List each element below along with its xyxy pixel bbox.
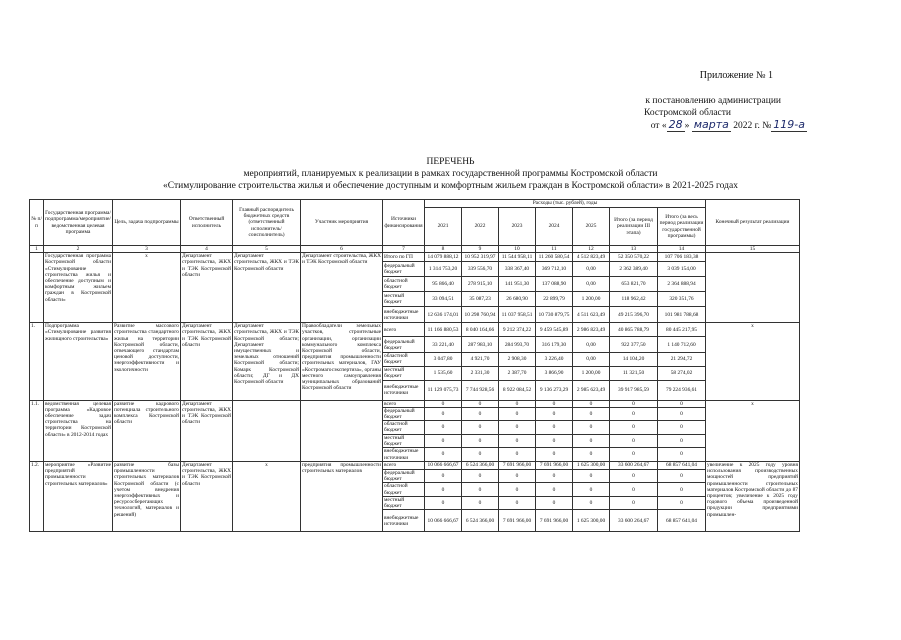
goal-text: Развитие массового строительства стандартного жилья на территории Костромской области, отвечающего стандартам ценовой доступности, энергоэффективности и экологичности <box>113 323 181 400</box>
amount-cell: 0 <box>462 496 499 509</box>
amount-cell: 4 921,70 <box>462 353 499 366</box>
amount-cell: 11 166 880,53 <box>425 323 462 337</box>
amount-cell: 0 <box>499 421 536 434</box>
appendix-label: Приложение № 1 <box>699 70 773 81</box>
title-line-3: «Стимулирование строительства жилья и обеспечение доступным и комфортным жильем граждан в Костромской области» в 2021-2025 годах <box>163 181 738 191</box>
region-line: Костромской области <box>644 108 731 118</box>
funding-source: федеральный бюджет <box>383 470 425 483</box>
amount-cell: 7 691 966,00 <box>536 510 573 532</box>
amount-cell: 0 <box>425 470 462 483</box>
amount-cell: 9 459 545,89 <box>536 323 573 337</box>
amount-cell: 33 600 264,67 <box>610 510 658 532</box>
amount-cell: 1 535,60 <box>425 366 462 380</box>
col-num-header: № п/п <box>30 200 44 246</box>
amount-cell: 0 <box>536 448 573 462</box>
amount-cell: 339 556,70 <box>462 262 499 277</box>
amount-cell: 68 857 641,04 <box>658 510 706 532</box>
amount-cell: 10 730 879,75 <box>536 307 573 323</box>
funding-source: областной бюджет <box>383 421 425 434</box>
amount-cell: 12 636 174,01 <box>425 307 462 323</box>
amount-cell: 0 <box>462 434 499 447</box>
amount-cell: 0 <box>610 421 658 434</box>
goal-text: развитие базы промышленности строительных материалов Костромской области (с учетом внедрения энергоэффективных и ресурсосберегающих технологий, материалов и решений) <box>113 462 181 532</box>
amount-cell: 0 <box>425 483 462 496</box>
manager-text: Департамент строительства, ЖКХ и ТЭК Костромской области; Департамент имущественных и земельных отношений Костромской области; Комарк Костромской области; ДГ и ДХ Костромской области <box>233 323 301 400</box>
row-number <box>30 253 44 323</box>
funding-source: областной бюджет <box>383 353 425 366</box>
amount-cell: 101 981 788,68 <box>658 307 706 323</box>
decree-line: к постановлению администрации <box>645 96 781 106</box>
manager-text <box>233 400 301 461</box>
executor-text: Департамент строительства, ЖКХ и ТЭК Костромской области <box>181 253 233 323</box>
funding-source: федеральный бюджет <box>383 407 425 420</box>
col-result-header: Конечный результат реализации <box>706 200 800 246</box>
amount-cell: 284 993,70 <box>499 337 536 353</box>
amount-cell: 2 985 623,49 <box>573 380 610 400</box>
index-cell: 11 <box>536 246 573 253</box>
col-program-header: Государственная программа/подпрограмма/мероприятие/ведомственная целевая программа <box>44 200 113 246</box>
date-year: 2022 г. № <box>730 121 772 131</box>
row-number: 1. <box>30 323 44 400</box>
amount-cell: 1 140 712,60 <box>658 337 706 353</box>
index-cell: 14 <box>658 246 706 253</box>
amount-cell: 58 274,02 <box>658 366 706 380</box>
amount-cell: 2 362 389,40 <box>610 262 658 277</box>
decree-date-line <box>651 119 807 132</box>
amount-cell: 0 <box>462 470 499 483</box>
funding-source: федеральный бюджет <box>383 337 425 353</box>
index-cell: 5 <box>233 246 301 253</box>
funding-source: федеральный бюджет <box>383 262 425 277</box>
amount-cell: 141 951,30 <box>499 277 536 292</box>
amount-cell: 338 367,40 <box>499 262 536 277</box>
funding-source: местный бюджет <box>383 366 425 380</box>
final-result-text <box>706 253 800 323</box>
amount-cell: 49 215 396,70 <box>610 307 658 323</box>
amount-cell: 0 <box>573 434 610 447</box>
amount-cell: 33 221,40 <box>425 337 462 353</box>
document-title <box>0 156 901 192</box>
amount-cell: 0 <box>610 496 658 509</box>
amount-cell: 0 <box>536 400 573 407</box>
amount-cell: 0 <box>536 407 573 420</box>
row-number: 1.2. <box>30 462 44 532</box>
amount-cell: 0,00 <box>573 262 610 277</box>
amount-cell: 0 <box>499 448 536 462</box>
funding-source: областной бюджет <box>383 277 425 292</box>
table-row <box>30 400 800 407</box>
amount-cell: 0 <box>462 421 499 434</box>
amount-cell: 0 <box>425 400 462 407</box>
date-mid: » <box>684 121 692 131</box>
funding-source: местный бюджет <box>383 434 425 447</box>
amount-cell: 118 962,42 <box>610 292 658 307</box>
amount-cell: 68 857 641,04 <box>658 462 706 470</box>
funding-source: внебюджетные источники <box>383 380 425 400</box>
amount-cell: 9 212 374,22 <box>499 323 536 337</box>
amount-cell: 0 <box>573 407 610 420</box>
amount-cell: 0 <box>536 421 573 434</box>
amount-cell: 39 917 985,59 <box>610 380 658 400</box>
amount-cell: 0 <box>425 421 462 434</box>
amount-cell: 0 <box>499 483 536 496</box>
amount-cell: 95 866,40 <box>425 277 462 292</box>
amount-cell: 33 094,51 <box>425 292 462 307</box>
amount-cell: 6 524 366,00 <box>462 510 499 532</box>
amount-cell: 7 691 966,00 <box>499 462 536 470</box>
index-cell: 2 <box>44 246 113 253</box>
amount-cell: 7 744 928,56 <box>462 380 499 400</box>
funding-source: Итого по ГП <box>383 253 425 262</box>
amount-cell: 0 <box>462 448 499 462</box>
amount-cell: 52 350 570,22 <box>610 253 658 262</box>
index-cell: 8 <box>425 246 462 253</box>
amount-cell: 1 625 300,00 <box>573 462 610 470</box>
amount-cell: 11 321,50 <box>610 366 658 380</box>
amount-cell: 0 <box>658 496 706 509</box>
amount-cell: 0 <box>462 483 499 496</box>
date-day-handwritten: 28 <box>668 118 683 131</box>
index-cell: 4 <box>181 246 233 253</box>
executor-text: Департамент строительства, ЖКХ и ТЭК Костромской области <box>181 323 233 400</box>
amount-cell: 1 200,00 <box>573 292 610 307</box>
goal-text: развитие кадрового потенциала строительного комплекса Костромской области <box>113 400 181 461</box>
index-cell: 12 <box>573 246 610 253</box>
amount-cell: 0,00 <box>573 277 610 292</box>
index-cell: 6 <box>301 246 383 253</box>
col-goal-header: Цель, задача подпрограммы <box>113 200 181 246</box>
amount-cell: 2 387,70 <box>499 366 536 380</box>
amount-cell: 10 066 666,67 <box>425 462 462 470</box>
amount-cell: 22 899,79 <box>536 292 573 307</box>
amount-cell: 14 104,20 <box>610 353 658 366</box>
manager-text: х <box>233 462 301 532</box>
manager-text: Департамент строительства, ЖКХ и ТЭК Костромской области <box>233 253 301 323</box>
funding-source: областной бюджет <box>383 483 425 496</box>
participant-text <box>301 400 383 461</box>
col-expenses-header: Расходы (тыс. рублей), годы <box>425 200 706 208</box>
amount-cell: 10 952 319,97 <box>462 253 499 262</box>
table-body <box>30 253 800 532</box>
table-row <box>30 323 800 337</box>
final-result-text: х <box>706 323 800 400</box>
date-prefix: от « <box>650 121 667 131</box>
title-line-2: мероприятий, планируемых к реализации в рамках государственной программы Костромской области <box>243 169 658 179</box>
amount-cell: 35 087,23 <box>462 292 499 307</box>
participant-text: Правообладатели земельных участков, строительные организации, организации коммунального комплекса Костромской области, предприятия промышленности строительных материалов, ГАУ «Костромагосэкспертиза», органы местного самоуправления муниципальных образований Костромской области <box>301 323 383 400</box>
col-2022-header: 2022 <box>462 208 499 246</box>
amount-cell: 0 <box>536 470 573 483</box>
amount-cell: 3 226,40 <box>536 353 573 366</box>
amount-cell: 0 <box>610 407 658 420</box>
col-2021-header: 2021 <box>425 208 462 246</box>
amount-cell: 2 331,30 <box>462 366 499 380</box>
amount-cell: 0 <box>499 407 536 420</box>
amount-cell: 922 377,50 <box>610 337 658 353</box>
amount-cell: 0 <box>610 434 658 447</box>
amount-cell: 0 <box>462 407 499 420</box>
amount-cell: 14 079 888,12 <box>425 253 462 262</box>
amount-cell: 80 445 217,95 <box>658 323 706 337</box>
amount-cell: 0 <box>536 483 573 496</box>
amount-cell: 3 866,90 <box>536 366 573 380</box>
col-2023-header: 2023 <box>499 208 536 246</box>
amount-cell: 21 294,72 <box>658 353 706 366</box>
amount-cell: 0 <box>425 448 462 462</box>
amount-cell: 11 129 075,73 <box>425 380 462 400</box>
amount-cell: 107 706 183,38 <box>658 253 706 262</box>
index-cell: 3 <box>113 246 181 253</box>
amount-cell: 0 <box>573 400 610 407</box>
amount-cell: 0 <box>573 483 610 496</box>
amount-cell: 26 680,90 <box>499 292 536 307</box>
col-total-all-header: Итого (за весь период реализации государственной программы) <box>658 208 706 246</box>
amount-cell: 0 <box>658 470 706 483</box>
executor-text: Департамент строительства, ЖКХ и ТЭК Костромской области <box>181 400 233 461</box>
amount-cell: 11 037 958,51 <box>499 307 536 323</box>
index-cell: 10 <box>499 246 536 253</box>
amount-cell: 11 544 958,11 <box>499 253 536 262</box>
title-line-1: ПЕРЕЧЕНЬ <box>426 157 475 167</box>
final-result-text: увеличение к 2025 году уровня использования производственных мощностей предприятий промышленности строительных материалов Костромской области до 87 процентов; увеличение к 2025 году годового объема произведенной продукции предприятиями промышлен- <box>706 462 800 532</box>
amount-cell: 287 983,10 <box>462 337 499 353</box>
final-result-text: х <box>706 400 800 461</box>
amount-cell: 0 <box>425 434 462 447</box>
amount-cell: 0 <box>658 400 706 407</box>
amount-cell: 1 625 300,00 <box>573 510 610 532</box>
amount-cell: 0,00 <box>573 337 610 353</box>
amount-cell: 0 <box>658 434 706 447</box>
amount-cell: 0 <box>658 483 706 496</box>
index-cell: 1 <box>30 246 44 253</box>
funding-source: местный бюджет <box>383 496 425 509</box>
amount-cell: 6 524 366,00 <box>462 462 499 470</box>
program-name: Государственная программа Костромской области «Стимулирование строительства жилья и обеспечение доступным и комфортным жильем граждан в Костромской области» <box>44 253 113 323</box>
amount-cell: 278 915,10 <box>462 277 499 292</box>
program-name: Подпрограмма «Стимулирование развития жилищного строительства» <box>44 323 113 400</box>
col-total-stage3-header: Итого (за период реализации III этапа) <box>610 208 658 246</box>
amount-cell: 0 <box>573 496 610 509</box>
amount-cell: 320 351,76 <box>658 292 706 307</box>
row-number: 1.1. <box>30 400 44 461</box>
amount-cell: 0 <box>573 470 610 483</box>
amount-cell: 0 <box>499 400 536 407</box>
measures-table <box>29 199 800 532</box>
index-cell: 9 <box>462 246 499 253</box>
amount-cell: 0 <box>658 407 706 420</box>
funding-source: внебюджетные источники <box>383 307 425 323</box>
col-executor-header: Ответственный исполнитель <box>181 200 233 246</box>
executor-text: Департамент строительства, ЖКХ и ТЭК Костромской области <box>181 462 233 532</box>
amount-cell: 8 922 084,52 <box>499 380 536 400</box>
amount-cell: 0 <box>499 496 536 509</box>
amount-cell: 1 200,00 <box>573 366 610 380</box>
index-cell: 13 <box>610 246 658 253</box>
amount-cell: 33 600 264,67 <box>610 462 658 470</box>
decree-number-handwritten: 119-а <box>773 118 805 131</box>
amount-cell: 9 136 273,29 <box>536 380 573 400</box>
amount-cell: 0 <box>536 434 573 447</box>
amount-cell: 316 179,30 <box>536 337 573 353</box>
amount-cell: 369 712,10 <box>536 262 573 277</box>
goal-text: х <box>113 253 181 323</box>
date-month-handwritten: марта <box>693 118 729 131</box>
amount-cell: 10 066 666,67 <box>425 510 462 532</box>
program-name: мероприятие «Развитие предприятий промышленности строительных материалов» <box>44 462 113 532</box>
amount-cell: 1 314 753,20 <box>425 262 462 277</box>
index-cell: 15 <box>706 246 800 253</box>
index-cell: 7 <box>383 246 425 253</box>
amount-cell: 40 865 788,79 <box>610 323 658 337</box>
amount-cell: 0 <box>536 496 573 509</box>
program-name: ведомственная целевая программа «Кадровое обеспечение задач строительства на территории Костромской области» в 2012-2014 годах <box>44 400 113 461</box>
amount-cell: 0 <box>610 400 658 407</box>
amount-cell: 0 <box>658 421 706 434</box>
column-index-row <box>30 246 800 253</box>
col-2025-header: 2025 <box>573 208 610 246</box>
amount-cell: 2 364 888,94 <box>658 277 706 292</box>
amount-cell: 137 088,90 <box>536 277 573 292</box>
amount-cell: 3 047,80 <box>425 353 462 366</box>
amount-cell: 0 <box>658 448 706 462</box>
funding-source: всего <box>383 462 425 470</box>
amount-cell: 79 224 936,61 <box>658 380 706 400</box>
participant-text: предприятия промышленности строительных материалов <box>301 462 383 532</box>
amount-cell: 0 <box>425 407 462 420</box>
funding-source: внебюджетные источники <box>383 510 425 532</box>
amount-cell: 3 039 154,00 <box>658 262 706 277</box>
amount-cell: 0 <box>573 421 610 434</box>
amount-cell: 0 <box>610 470 658 483</box>
table-row <box>30 462 800 470</box>
participant-text: Департамент строительства, ЖКХ и ТЭК Костромской области <box>301 253 383 323</box>
funding-source: всего <box>383 400 425 407</box>
amount-cell: 0 <box>610 483 658 496</box>
amount-cell: 8 040 164,66 <box>462 323 499 337</box>
amount-cell: 653 821,70 <box>610 277 658 292</box>
col-sources-header: Источники финансирования <box>383 200 425 246</box>
amount-cell: 0 <box>499 434 536 447</box>
amount-cell: 0 <box>610 448 658 462</box>
amount-cell: 0,00 <box>573 353 610 366</box>
funding-source: внебюджетные источники <box>383 448 425 462</box>
amount-cell: 0 <box>462 400 499 407</box>
amount-cell: 0 <box>499 470 536 483</box>
amount-cell: 10 298 760,94 <box>462 307 499 323</box>
amount-cell: 7 691 966,00 <box>499 510 536 532</box>
amount-cell: 4 511 623,49 <box>573 307 610 323</box>
amount-cell: 4 512 823,49 <box>573 253 610 262</box>
col-2024-header: 2024 <box>536 208 573 246</box>
col-manager-header: Главный распорядитель бюджетных средств (ответственный исполнитель/соисполнитель) <box>233 200 301 246</box>
funding-source: местный бюджет <box>383 292 425 307</box>
amount-cell: 7 691 966,00 <box>536 462 573 470</box>
funding-source: всего <box>383 323 425 337</box>
amount-cell: 2 986 823,49 <box>573 323 610 337</box>
amount-cell: 11 260 580,54 <box>536 253 573 262</box>
table-row <box>30 253 800 262</box>
amount-cell: 0 <box>425 496 462 509</box>
amount-cell: 0 <box>573 448 610 462</box>
amount-cell: 2 908,30 <box>499 353 536 366</box>
col-participant-header: Участник мероприятия <box>301 200 383 246</box>
